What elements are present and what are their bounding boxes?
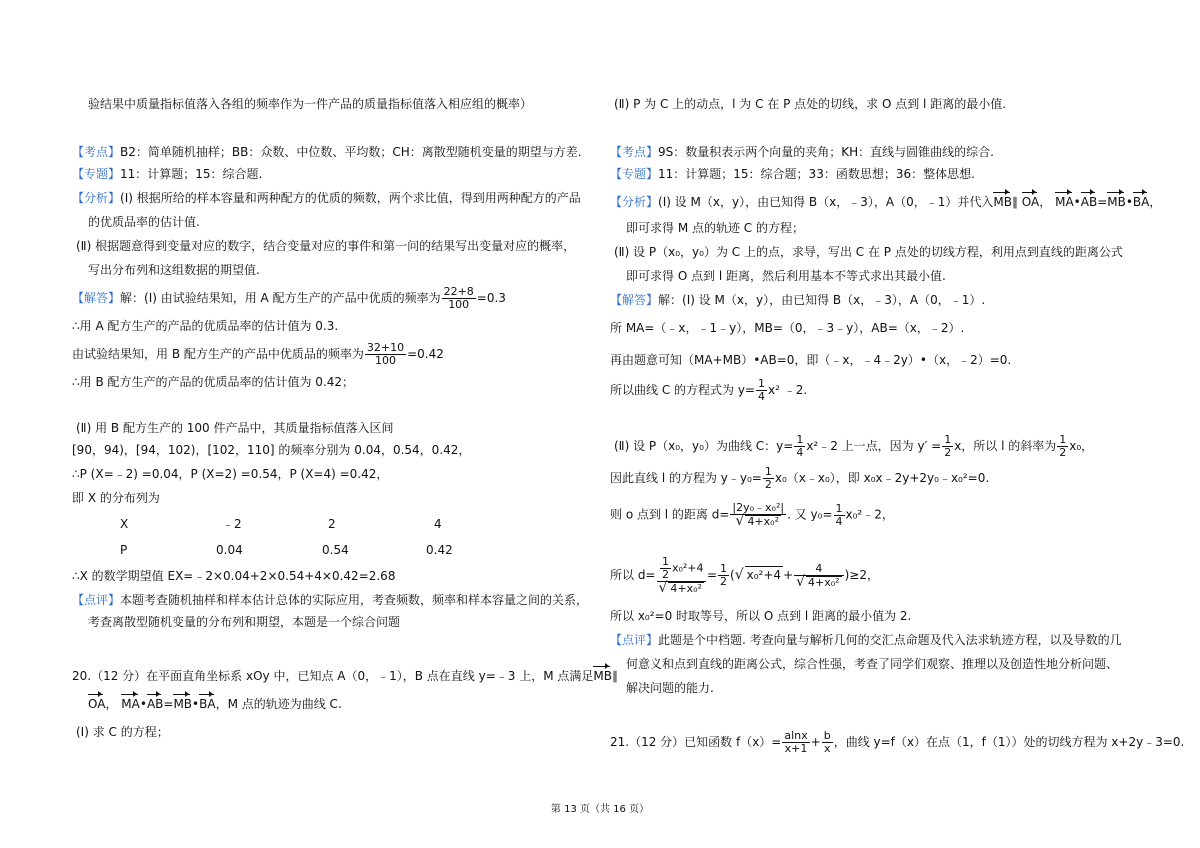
text-line: [90，94)，[94，102)，[102，110] 的频率分别为 0.04，0.54，0.42，	[72, 443, 471, 457]
fenxi-line: 【分析】(Ⅰ) 根据所给的样本容量和两种配方的优质的频数，两个求比值，得到用两种配方的产品	[72, 191, 581, 205]
text-line: ∴P (X=﹣2) =0.04，P (X=2) =0.54，P (X=4) =0.42，	[72, 467, 389, 481]
fenxi-tag: 【分析】	[72, 191, 121, 205]
text-line: 由试验结果知，用 B 配方生产的产品中优质品的频率为 $\frac{32+10}{100}$ =0.42	[72, 341, 444, 367]
fraction: $\frac{1}{2}$	[720, 562, 728, 588]
text-line: 即 X 的分布列为	[72, 491, 160, 505]
fraction: $\frac{1}{4}$	[757, 377, 765, 403]
text-line: 考查离散型随机变量的分布列和期望，本题是一个综合问题	[88, 615, 401, 629]
fraction: $\frac{1}{4}$	[835, 501, 843, 528]
text-line: 何意义和点到直线的距离公式，综合性强，考查了同学们观察、推理以及创造性地分析问题、	[626, 657, 1119, 671]
fraction: $\frac{1}{2}$	[1059, 433, 1067, 459]
text-line: 解决问题的能力.	[626, 681, 714, 695]
table-cell: 0.54	[322, 543, 349, 557]
fraction: $\frac{1}{2}$ x₀²+4 √ 4+x₀²	[657, 556, 706, 595]
text-line: (Ⅱ) P 为 C 上的动点，l 为 C 在 P 点处的切线，求 O 点到 l 距离的最小值.	[614, 97, 1007, 111]
table-cell: X	[120, 517, 129, 531]
table-cell: P	[120, 543, 128, 557]
fraction: $\frac{22+8}{100}$	[443, 285, 474, 311]
text-line: ∴用 B 配方生产的产品的优质品率的估计值为 0.42；	[72, 375, 355, 389]
dianping-line: 【点评】此题是个中档题. 考查向量与解析几何的交汇点命题及代入法求轨迹方程，以及导数的几	[610, 633, 1122, 647]
text-line: 则 o 点到 l 的距离 d= $\frac{\text{|2y₀﹣x₀²|}}{\text{√ 4+x₀²}}$ . 又 y₀= $\frac{1}{4}$ x₀²﹣2，	[610, 501, 894, 529]
text-line: 再由题意可知（MA+MB）•AB=0，即（﹣x，﹣4﹣2y）•（x，﹣2）=0.	[610, 353, 1012, 367]
kaodian-line: 【考点】9S：数量积表示两个向量的夹角；KH：直线与圆锥曲线的综合.	[610, 145, 994, 159]
jieda-tag: 【解答】	[610, 293, 659, 307]
zhuanti-line: 【专题】11：计算题；15：综合题；33：函数思想；36：整体思想.	[610, 167, 975, 181]
right-column	[610, 0, 1185, 848]
fraction: $\frac{32+10}{100}$	[366, 341, 405, 367]
text-line: 因此直线 l 的方程为 y﹣y₀= $\frac{1}{2}$ x₀（x﹣x₀），即 x₀x﹣2y+2y₀﹣x₀²=0.	[610, 465, 990, 491]
fraction: $\frac{1}{2}$	[944, 433, 952, 459]
zhuanti-line: 【专题】11：计算题；15：综合题.	[72, 167, 263, 181]
fraction: $\frac{4}{\text{√ 4+x₀²}}$	[794, 563, 843, 589]
text-line: (Ⅱ) 设 P（x₀，y₀）为 C 上的点，求导，写出 C 在 P 点处的切线方程，利用点到直线的距离公式	[614, 245, 1123, 259]
question-20-cont: OA， MA•AB=MB•BA，M 点的轨迹为曲线 C.	[88, 697, 342, 711]
question-20: 20.（12 分）在平面直角坐标系 xOy 中，已知点 A（0，﹣1），B 点在直线 y=﹣3 上，M 点满足MB∥	[72, 669, 618, 683]
zhuanti-tag: 【专题】	[72, 167, 121, 181]
jieda-line: 【解答】解：(Ⅰ) 设 M（x，y），由已知得 B（x，﹣3），A（0，﹣1）.	[610, 293, 986, 307]
dianping-line: 【点评】本题考查随机抽样和样本估计总体的实际应用，考查频数，频率和样本容量之间的关系，	[72, 593, 589, 607]
text-line: 写出分布列和这组数据的期望值.	[88, 263, 260, 277]
text-line: 所 MA=（﹣x，﹣1﹣y），MB=（0，﹣3﹣y），AB=（x，﹣2）.	[610, 321, 965, 335]
text-line: 所以 d= $\frac{1}{2}$ x₀²+4 √ 4+x₀² = $\frac{1}{2}$ (√ x₀²+4 + $\frac{4}{\text{√ 4+x₀²}}$ )≥2，	[610, 555, 879, 596]
fenxi-tag: 【分析】	[610, 195, 659, 209]
table-cell: 4	[434, 517, 442, 531]
text-line: (Ⅱ) 用 B 配方生产的 100 件产品中，其质量指标值落入区间	[76, 421, 394, 435]
table-cell: 2	[328, 517, 336, 531]
text-line: ∴用 A 配方生产的产品的优质品率的估计值为 0.3.	[72, 319, 339, 333]
left-column	[72, 0, 618, 848]
question-21: 21.（12 分）已知函数 f（x）= $\frac{alnx}{x+1}$ + $\frac{b}{x}$ ，曲线 y=f（x）在点（1，f（1））处的切线方程为 x+2y﹣3=0.	[610, 729, 1185, 755]
zhuanti-tag: 【专题】	[610, 167, 659, 181]
text-line: (Ⅱ) 根据题意得到变量对应的数字，结合变量对应的事件和第一问的结果写出变量对应的概率，	[76, 239, 576, 253]
kaodian-line: 【考点】B2：简单随机抽样；BB：众数、中位数、平均数；CH：离散型随机变量的期望与方差.	[72, 145, 582, 159]
dianping-tag: 【点评】	[610, 633, 659, 647]
kaodian-tag: 【考点】	[610, 145, 659, 159]
text-line: (Ⅰ) 求 C 的方程；	[76, 725, 169, 739]
fraction: $\frac{b}{x}$	[823, 729, 831, 755]
text-line: 即可求得 M 点的轨迹 C 的方程；	[626, 221, 804, 235]
fraction: $\frac{1}{4}$	[796, 433, 804, 459]
kaodian-tag: 【考点】	[72, 145, 121, 159]
text-line: 即可求得 O 点到 l 距离，然后利用基本不等式求出其最小值.	[626, 269, 946, 283]
page-footer: 第 13 页（共 16 页）	[550, 804, 650, 815]
jieda-line: 【解答】解：(Ⅰ) 由试验结果知，用 A 配方生产的产品中优质的频率为 $\frac{22+8}{100}$ =0.3	[72, 285, 506, 311]
text-line: 所以 x₀²=0 时取等号，所以 O 点到 l 距离的最小值为 2.	[610, 609, 912, 623]
text-line: ∴X 的数学期望值 EX=﹣2×0.04+2×0.54+4×0.42=2.68	[72, 569, 396, 583]
text-line: 的优质品率的估计值.	[88, 215, 200, 229]
table-cell: 0.42	[426, 543, 453, 557]
text-line: (Ⅱ) 设 P（x₀，y₀）为曲线 C：y= $\frac{1}{4}$ x²﹣2 上一点，因为 y′ = $\frac{1}{2}$ x，所以 l 的斜率为 $\frac{1}{2}$ x₀，	[614, 433, 1094, 459]
text-line: 所以曲线 C 的方程式为 y= $\frac{1}{4}$ x² ﹣2.	[610, 377, 808, 403]
fenxi-line: 【分析】(Ⅰ) 设 M（x，y），由已知得 B（x，﹣3），A（0，﹣1）并代入MB∥ OA， MA•AB=MB•BA，	[610, 195, 1162, 209]
dianping-tag: 【点评】	[72, 593, 121, 607]
table-cell: ﹣2	[222, 517, 242, 531]
fraction: $\frac{\text{|2y₀﹣x₀²|}}{\text{√ 4+x₀²}}$	[732, 501, 785, 529]
table-cell: 0.04	[216, 543, 243, 557]
fraction: $\frac{alnx}{x+1}$	[784, 729, 808, 755]
jieda-tag: 【解答】	[72, 291, 121, 305]
text-line: 验结果中质量指标值落入各组的频率作为一件产品的质量指标值落入相应组的概率）	[88, 97, 533, 111]
fraction: $\frac{1}{2}$	[764, 465, 772, 491]
